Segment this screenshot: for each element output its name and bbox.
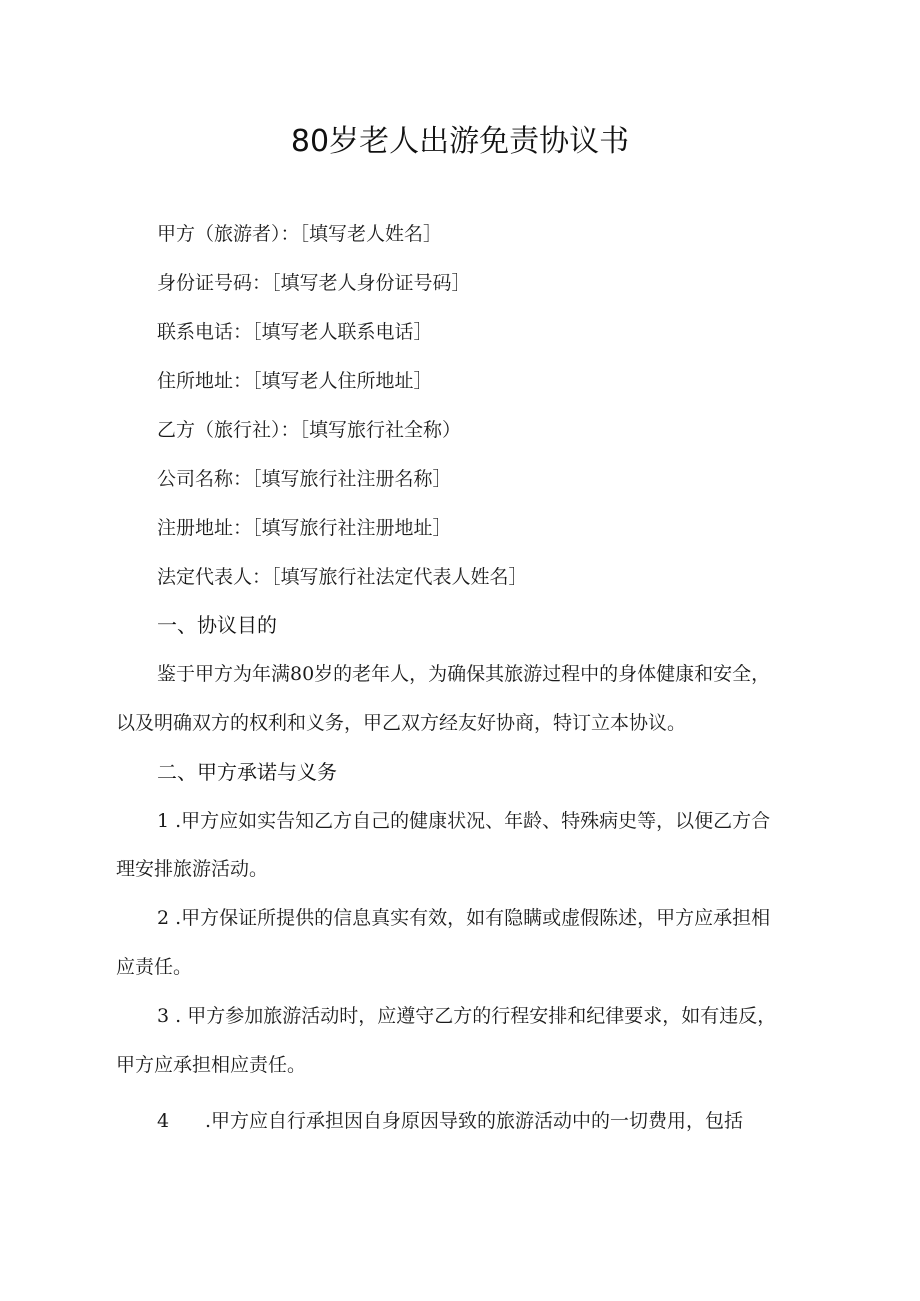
- section-2-heading: 二、甲方承诺与义务: [157, 760, 337, 784]
- item-number: 1: [157, 810, 170, 832]
- item-number: 3: [157, 1005, 170, 1027]
- party-b-legal-representative: 法定代表人：［填写旅行社法定代表人姓名］: [157, 566, 528, 588]
- section-1-heading: 一、协议目的: [157, 613, 277, 637]
- section-2-item-4-line-1: [157, 1109, 743, 1133]
- section-2-item-3-line-1: [157, 1004, 776, 1028]
- item-text: .甲方应自行承担因自身原因导致的旅游活动中的一切费用，包括: [205, 1110, 744, 1132]
- party-a-name: 甲方（旅游者）：［填写老人姓名］: [157, 223, 443, 245]
- section-2-item-2-line-1: [157, 906, 770, 930]
- item-number: 2: [157, 907, 170, 929]
- section-2-item-2-line-2: 应责任。: [116, 956, 193, 978]
- item-number: 4: [157, 1110, 170, 1132]
- section-1-paragraph-line-1: 鉴于甲方为年满80岁的老年人，为确保其旅游过程中的身体健康和安全，: [157, 663, 771, 685]
- party-b-name: 乙方（旅行社）：［填写旅行社全称）: [157, 419, 462, 441]
- party-a-address: 住所地址：［填写老人住所地址］: [157, 370, 433, 392]
- item-text: .甲方应如实告知乙方自己的健康状况、年龄、特殊病史等，以便乙方合: [169, 810, 771, 832]
- section-1-paragraph-line-2: 以及明确双方的权利和义务，甲乙双方经友好协商，特订立本协议。: [116, 712, 687, 734]
- section-2-item-1-line-1: [157, 809, 770, 833]
- party-a-id-number: 身份证号码：［填写老人身份证号码］: [157, 272, 471, 294]
- party-a-phone: 联系电话：［填写老人联系电话］: [157, 321, 433, 343]
- section-2-item-3-line-2: 甲方应承担相应责任。: [116, 1054, 307, 1076]
- item-text: . 甲方参加旅游活动时，应遵守乙方的行程安排和纪律要求，如有违反，: [169, 1005, 777, 1027]
- item-text: .甲方保证所提供的信息真实有效，如有隐瞒或虚假陈述，甲方应承担相: [169, 907, 771, 929]
- section-2-item-1-line-2: 理安排旅游活动。: [116, 858, 269, 880]
- party-b-registered-address: 注册地址：［填写旅行社注册地址］: [157, 517, 452, 539]
- party-b-company-name: 公司名称：［填写旅行社注册名称］: [157, 468, 452, 490]
- document-title: 80岁老人出游免责协议书: [290, 124, 630, 159]
